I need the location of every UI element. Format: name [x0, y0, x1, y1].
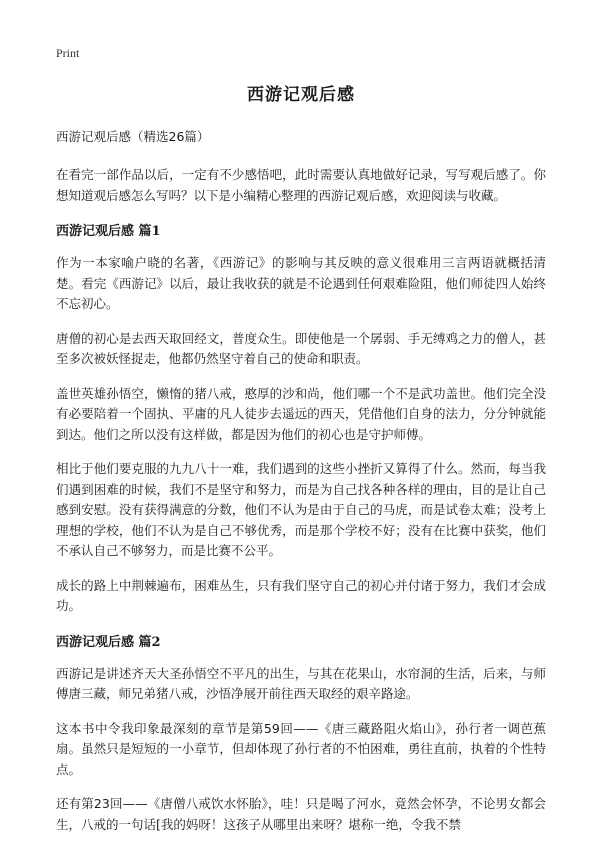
paragraph: 唐僧的初心是去西天取回经文，普度众生。即使他是一个孱弱、手无缚鸡之力的僧人，甚至多次被妖怪捉走，他都仍然坚守着自己的使命和职责。 [56, 330, 546, 366]
paragraph: 西游记是讲述齐天大圣孙悟空不平凡的出生，与其在花果山，水帘洞的生活，后来，与师傅唐三藏，师兄弟猪八戒，沙悟净展开前往西天取经的艰辛路途。 [56, 665, 546, 701]
paragraph: 作为一本家喻户晓的名著，《西游记》的影响与其反映的意义很难用三言两语就概括清楚。看完《西游记》以后，最让我收获的就是不论遇到任何艰难险阻，他们师徒四人始终不忘初心。 [56, 255, 546, 311]
page-title: 西游记观后感 [247, 85, 355, 105]
print-label: Print [56, 46, 80, 60]
section-heading-1: 西游记观后感 篇1 [56, 224, 161, 239]
paragraph: 还有第23回——《唐僧八戒饮水怀胎》，哇！只是喝了河水，竟然会怀孕，不论男女都会生，八戒的一句话[我的妈呀！这孩子从哪里出来呀？堪称一绝，令我不禁 [56, 796, 546, 832]
intro-paragraph: 在看完一部作品以后，一定有不少感悟吧，此时需要认真地做好记录，写写观后感了。你想知道观后感怎么写吗？以下是小编精心整理的西游记观后感，欢迎阅读与收藏。 [56, 167, 546, 203]
document-subtitle: 西游记观后感（精选26篇） [56, 129, 210, 144]
document-body [56, 74, 546, 849]
paragraph: 这本书中令我印象最深刻的章节是第59回——《唐三藏路阻火焰山》，孙行者一调芭蕉扇。虽然只是短短的一小章节，但却体现了孙行者的不怕困难，勇往直前，执着的个性特点。 [56, 720, 546, 777]
section-heading-2: 西游记观后感 篇2 [56, 634, 161, 650]
paragraph: 相比于他们要克服的九九八十一难，我们遇到的这些小挫折又算得了什么。然而，每当我们遇到困难的时候，我们不是坚守和努力，而是为自己找各种各样的理由，目的是让自己感到安慰。没有获得满意的分数，他们不认为是由于自己的马虎，而是试卷太难；没考上理想的学校，他们不认为是自己不够优秀，而是那个学校不好；没有在比赛中获奖，他们不承认自己不够努力，而是比赛不公平。 [56, 461, 546, 558]
paragraph: 盖世英雄孙悟空，懒惰的猪八戒，憨厚的沙和尚，他们哪一个不是武功盖世。他们完全没有必要陪着一个固执、平庸的凡人徒步去遥远的西天，凭借他们自身的法力，分分钟就能到达。他们之所以没有这样做，都是因为他们的初心也是守护师傅。 [56, 385, 546, 442]
paragraph: 成长的路上中荆棘遍布，困难丛生，只有我们坚守自己的初心并付诸于努力，我们才会成功。 [56, 577, 546, 613]
